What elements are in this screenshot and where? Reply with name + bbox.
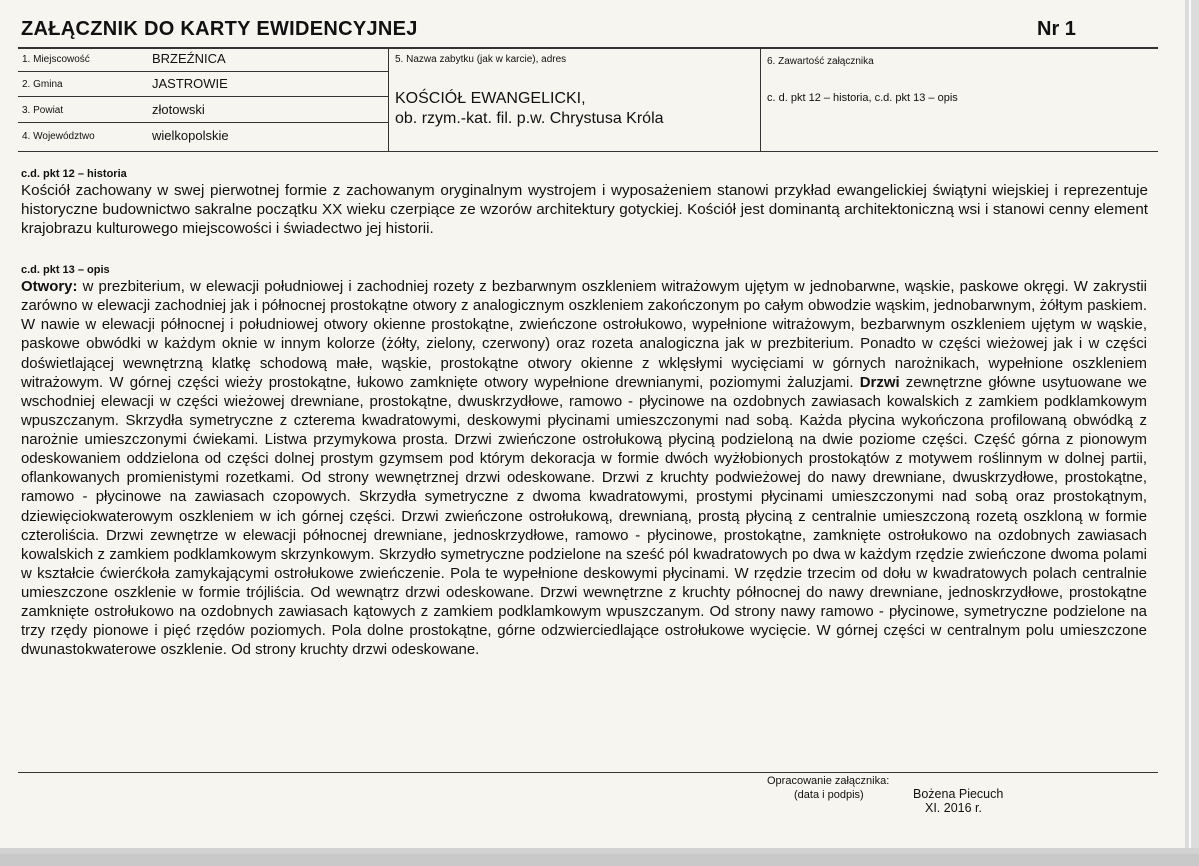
history-text: Kościół zachowany w swej pierwotnej formie z zachowanym oryginalnym wystrojem i wyposażeniem stanowi przykład ewangelickiej świątyni wiejskiej i reprezentuje historyczne budownictwo sakralne początku XX wieku czerpiące ze wzorów architektury gotyckiej. Kościół jest dominantą architektoniczną wsi i stanowi cenny element krajobrazu kulturowego miejscowości i świadectwo jej historii.: [21, 182, 1148, 238]
contents-label: 6. Zawartość załącznika: [767, 56, 874, 67]
doors-lead: Drzwi: [859, 373, 900, 391]
monument-label: 5. Nazwa zabytku (jak w karcie), adres: [395, 54, 567, 65]
field-divider: [18, 71, 388, 72]
field-label-county: 3. Powiat: [22, 105, 64, 116]
field-value-commune: JASTROWIE: [152, 76, 228, 91]
date-signature-label: (data i podpis): [794, 789, 864, 801]
openings-lead: Otwory:: [21, 278, 78, 295]
contents-value: c. d. pkt 12 – historia, c.d. pkt 13 – opis: [767, 92, 958, 104]
field-divider: [18, 122, 388, 123]
header-bottom-rule: [18, 151, 1158, 152]
prepared-label: Opracowanie załącznika:: [767, 775, 890, 787]
field-divider: [18, 96, 388, 97]
document-title: ZAŁĄCZNIK DO KARTY EWIDENCYJNEJ: [21, 18, 418, 40]
monument-subname: ob. rzym.-kat. fil. p.w. Chrystusa Króla: [395, 110, 664, 127]
monument-name: KOŚCIÓŁ EWANGELICKI,: [395, 90, 586, 107]
author-name: Bożena Piecuch: [913, 787, 1004, 801]
paper-edge-bottom: [0, 848, 1199, 866]
column-divider: [388, 48, 389, 152]
description-text: [21, 277, 1147, 660]
description-heading: c.d. pkt 13 – opis: [21, 264, 110, 276]
footer-rule: [18, 772, 1158, 773]
field-label-locality: 1. Miejscowość: [22, 54, 90, 65]
field-label-voivodeship: 4. Województwo: [22, 131, 95, 142]
header-top-rule: [18, 47, 1158, 49]
field-value-locality: BRZEŹNICA: [152, 51, 226, 66]
attachment-number: Nr 1: [1037, 18, 1076, 40]
prepared-date: XI. 2016 r.: [925, 801, 982, 815]
doors-text: zewnętrzne główne usytuowane we wschodniej elewacji w części wieżowej drewniane, prostokątne, dwuskrzydłowe, ramowo - płycinowe na ozdobnych zawiasach kowalskich z zamkiem podklamkowym wpuszczanym. Skrzydła symetryczne z czterema kwadratowymi, deskowymi płycinami umieszczonymi nad sobą. Każda płycina wykończona profilowaną obwódką z narożnie umieszczonymi ćwiekami. Listwa przymykowa prosta. Drzwi zwieńczone ostrołukową płyciną podzieloną na dwie poziome części. Część górna z pionowym odeskowaniem oddzielona od części dolnej prostym gzymsem pod którym dekoracja w formie dwóch wyżłobionych prostokątów z motywem roślinnym w dolnej partii, oflankowanych promienistymi rozetkami. Od strony wewnętrznej drzwi odeskowane. Drzwi z kruchty podwieżowej do nawy drewniane, dwuskrzydłowe, prostokątne, ramowo - płycinowe na zawiasach czopowych. Skrzydła symetryczne z dwoma kwadratowymi, prostymi płycinami umieszczonymi nad sobą oraz prostokątnym, dziewięciokwaterowym oszkleniem w ich górnej części. Drzwi zwieńczone ostrołukową, drewnianą, prostą płyciną z centralnie umieszczoną rozetą oszkloną w formie czteroliścia. Drzwi zewnętrze w elewacji północnej drewniane, jednoskrzydłowe, ramowo - płycinowe, prostokątne, zamknięte ostrołukowo na ozdobnych zawiasach kowalskich z zamkiem podklamkowym skrzynkowym. Skrzydło symetryczne podzielone na sześć pól kwadratowych po dwa w każdym rzędzie zwieńczone dwoma polami w kształcie ćwierćkoła zamykającymi ostrołukowe zwieńczenie. Pola te wypełnione deskowymi płycinami. W rzędzie trzecim od dołu w kwadratowych polach centralnie umieszczone oszklenie w formie trójliścia. Od wewnątrz drzwi odeskowane. Drzwi wewnętrzne z kruchty północnej do nawy drewniane, jednoskrzydłowe, prostokątne zamknięte ostrołukowo na ozdobnych zawiasach kątowych z zamkiem podklamkowym wpuszczanym. Od strony nawy ramowo - płycinowe, symetryczne podzielone na trzy rzędy pionowe i pięć rzędów poziomych. Pola dolne prostokątne, górne odzwierciedlające ostrołukowe wycięcie. W górnej części w centralnym polu umieszczone dwunastokwaterowe oszklenie. Od strony kruchty drzwi odeskowane.: [21, 373, 1147, 659]
field-value-county: złotowski: [152, 102, 205, 117]
paper-edge-right: [1185, 0, 1199, 866]
history-heading: c.d. pkt 12 – historia: [21, 168, 127, 180]
openings-text: w prezbiterium, w elewacji południowej i zachodniej rozety z bezbarwnym oszkleniem witrażowym ujętym w jednobarwne, wąskie, paskowe okręgi. W zakrystii zarówno w elewacji zachodniej jak i północnej prostokątne otwory z analogicznym oszkleniem zakończonym po całym obwodzie wąskim, jednobarwnym, żółtym paskiem. W nawie w elewacji północnej i południowej otwory okienne prostokątne, zwieńczone ostrołukowo, wypełnione witrażowym, bezbarwnym oszkleniem ujętym w wąskie, paskowe obwódki w każdym oknie w innym kolorze (żółty, zielony, czerwony) oraz rozeta analogiczna jak w prezbiterium. Ponadto w części wieżowej jak i w części doświetlającej wewnętrzną klatkę schodową małe, wąskie, prostokątne otwory okienne z wklęsłymi wycięciami w górnych narożnikach, wypełnione oszkleniem witrażowym. W górnej części wieży prostokątne, łukowo zamknięte otwory wypełnione drewnianymi, poziomymi żaluzjami.: [21, 278, 1147, 391]
field-value-voivodeship: wielkopolskie: [152, 128, 229, 143]
column-divider: [760, 48, 761, 152]
field-label-commune: 2. Gmina: [22, 79, 63, 90]
